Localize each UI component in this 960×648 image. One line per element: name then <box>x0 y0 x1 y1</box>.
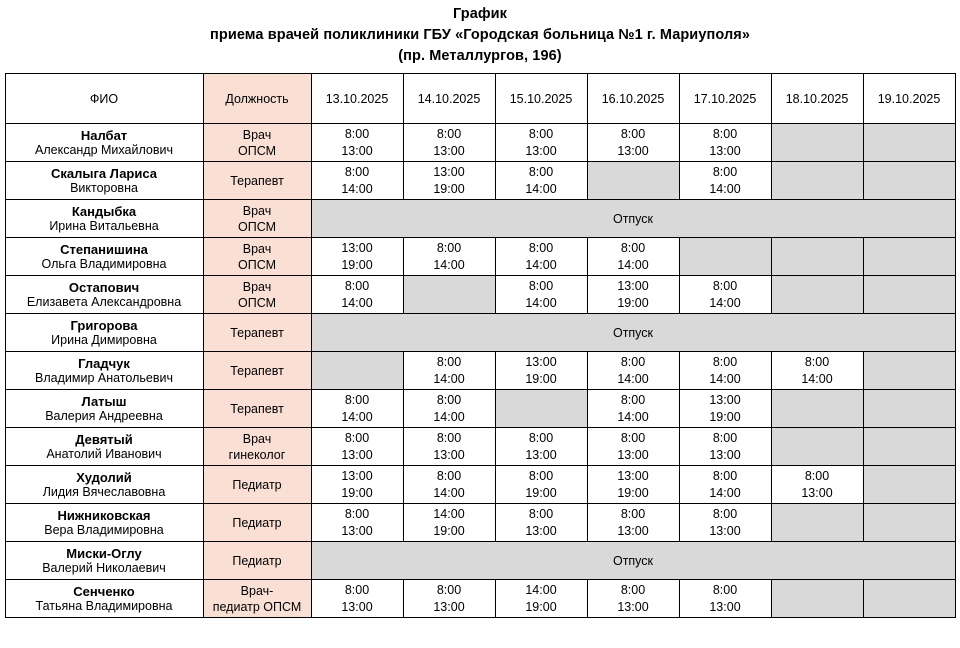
shift-cell <box>311 580 403 618</box>
table-row <box>5 314 955 352</box>
shift-cell-empty <box>863 580 955 618</box>
shift-start-time: 8:00 <box>620 430 646 445</box>
shift-cell <box>311 276 403 314</box>
doctor-given-name: Ольга Владимировна <box>41 256 167 271</box>
shift-start-time: 8:00 <box>620 582 646 597</box>
shift-cell <box>679 162 771 200</box>
shift-cell <box>679 390 771 428</box>
doctor-given-name: Ирина Димировна <box>51 332 157 347</box>
doctor-given-name: Валерий Николаевич <box>42 560 166 575</box>
shift-start-time: 13:00 <box>341 240 373 255</box>
shift-start-time: 8:00 <box>712 126 738 141</box>
shift-start-time: 14:00 <box>525 582 557 597</box>
column-header-day-4: 16.10.2025 <box>587 74 679 124</box>
shift-cell <box>587 238 679 276</box>
shift-end-time: 14:00 <box>617 409 649 424</box>
shift-end-time: 19:00 <box>341 485 373 500</box>
doctor-name-cell <box>5 428 203 466</box>
shift-cell-empty <box>863 352 955 390</box>
shift-start-time: 8:00 <box>528 468 554 483</box>
table-row <box>5 162 955 200</box>
table-row <box>5 580 955 618</box>
position-line-2: ОПСМ <box>237 295 276 310</box>
position-line-1: Терапевт <box>230 401 284 416</box>
shift-cell <box>403 466 495 504</box>
shift-start-time: 8:00 <box>528 278 554 293</box>
shift-start-time: 13:00 <box>433 164 465 179</box>
shift-start-time: 8:00 <box>712 278 738 293</box>
shift-cell-empty <box>311 352 403 390</box>
shift-start-time: 8:00 <box>712 430 738 445</box>
shift-cell <box>587 352 679 390</box>
doctor-name-cell <box>5 314 203 352</box>
shift-start-time: 8:00 <box>436 126 462 141</box>
shift-cell <box>495 238 587 276</box>
doctor-name-cell <box>5 124 203 162</box>
shift-cell <box>587 276 679 314</box>
shift-cell <box>495 580 587 618</box>
shift-cell-empty <box>495 390 587 428</box>
doctor-name-cell <box>5 238 203 276</box>
doctor-given-name: Валерия Андреевна <box>45 408 163 423</box>
shift-end-time: 19:00 <box>525 599 557 614</box>
table-row <box>5 466 955 504</box>
shift-cell-empty <box>771 504 863 542</box>
shift-cell <box>587 428 679 466</box>
shift-end-time: 14:00 <box>341 181 373 196</box>
vacation-cell: Отпуск <box>311 200 955 238</box>
doctor-surname: Налбат <box>80 127 128 143</box>
doctor-surname: Худолий <box>76 469 132 485</box>
shift-end-time: 13:00 <box>617 143 649 158</box>
doctor-position-cell <box>203 276 311 314</box>
shift-cell <box>587 504 679 542</box>
shift-cell-empty <box>771 124 863 162</box>
shift-cell <box>311 238 403 276</box>
doctor-given-name: Викторовна <box>70 180 138 195</box>
doctor-name-cell <box>5 352 203 390</box>
position-line-1: Врач <box>242 279 272 294</box>
doctor-position-cell <box>203 238 311 276</box>
shift-start-time: 8:00 <box>712 164 738 179</box>
shift-cell <box>771 352 863 390</box>
doctor-given-name: Лидия Вячеславовна <box>42 484 166 499</box>
doctor-surname: Григорова <box>70 317 138 333</box>
doctor-position-cell <box>203 504 311 542</box>
shift-start-time: 8:00 <box>528 430 554 445</box>
doctor-given-name: Анатолий Иванович <box>46 446 162 461</box>
shift-cell <box>403 162 495 200</box>
doctor-name-cell <box>5 466 203 504</box>
shift-start-time: 8:00 <box>620 506 646 521</box>
shift-start-time: 8:00 <box>344 126 370 141</box>
shift-cell <box>311 504 403 542</box>
doctor-given-name: Елизавета Александровна <box>26 294 182 309</box>
shift-cell <box>403 352 495 390</box>
doctor-position-cell <box>203 580 311 618</box>
shift-cell <box>679 124 771 162</box>
shift-start-time: 13:00 <box>617 468 649 483</box>
shift-end-time: 14:00 <box>801 371 833 386</box>
shift-end-time: 14:00 <box>341 409 373 424</box>
doctor-surname: Степанишина <box>60 241 148 257</box>
doctor-surname: Девятый <box>75 431 133 447</box>
document-title <box>0 0 960 67</box>
shift-start-time: 8:00 <box>528 240 554 255</box>
shift-end-time: 13:00 <box>709 599 741 614</box>
shift-cell <box>771 466 863 504</box>
position-line-1: Врач <box>242 241 272 256</box>
table-row <box>5 124 955 162</box>
shift-cell <box>403 390 495 428</box>
table-row <box>5 276 955 314</box>
shift-start-time: 8:00 <box>528 126 554 141</box>
shift-end-time: 14:00 <box>617 371 649 386</box>
shift-cell-empty <box>863 124 955 162</box>
shift-cell-empty <box>587 162 679 200</box>
shift-start-time: 13:00 <box>617 278 649 293</box>
shift-cell <box>679 504 771 542</box>
shift-cell <box>679 352 771 390</box>
doctor-position-cell <box>203 162 311 200</box>
shift-cell <box>495 352 587 390</box>
shift-start-time: 8:00 <box>804 354 830 369</box>
shift-cell <box>311 162 403 200</box>
shift-end-time: 14:00 <box>341 295 373 310</box>
doctor-position-cell <box>203 390 311 428</box>
doctor-given-name: Ирина Витальевна <box>49 218 159 233</box>
table-row <box>5 504 955 542</box>
shift-start-time: 8:00 <box>344 278 370 293</box>
shift-cell <box>587 390 679 428</box>
shift-cell <box>311 390 403 428</box>
position-line-1: Педиатр <box>232 515 282 530</box>
shift-cell <box>403 238 495 276</box>
shift-start-time: 8:00 <box>436 354 462 369</box>
doctor-given-name: Татьяна Владимировна <box>35 598 173 613</box>
shift-cell <box>495 276 587 314</box>
vacation-cell: Отпуск <box>311 542 955 580</box>
position-line-1: Врач- <box>240 583 274 598</box>
doctor-surname: Кандыбка <box>71 203 137 219</box>
shift-cell <box>495 428 587 466</box>
shift-cell-empty <box>863 428 955 466</box>
shift-start-time: 8:00 <box>436 392 462 407</box>
shift-start-time: 8:00 <box>436 582 462 597</box>
shift-end-time: 13:00 <box>617 523 649 538</box>
doctor-position-cell <box>203 200 311 238</box>
column-header-day-1: 13.10.2025 <box>311 74 403 124</box>
doctor-surname: Скалыга Лариса <box>51 165 157 181</box>
column-header-day-7: 19.10.2025 <box>863 74 955 124</box>
position-line-1: Терапевт <box>230 173 284 188</box>
shift-cell-empty <box>771 276 863 314</box>
shift-cell-empty <box>771 428 863 466</box>
column-header-day-3: 15.10.2025 <box>495 74 587 124</box>
shift-start-time: 8:00 <box>804 468 830 483</box>
shift-end-time: 13:00 <box>525 143 557 158</box>
position-line-1: Педиатр <box>232 477 282 492</box>
shift-start-time: 8:00 <box>528 506 554 521</box>
doctor-position-cell <box>203 466 311 504</box>
shift-end-time: 14:00 <box>433 409 465 424</box>
shift-end-time: 13:00 <box>709 447 741 462</box>
shift-cell <box>311 428 403 466</box>
doctor-name-cell <box>5 580 203 618</box>
position-line-1: Врач <box>242 203 272 218</box>
shift-start-time: 8:00 <box>620 392 646 407</box>
shift-end-time: 19:00 <box>433 181 465 196</box>
shift-end-time: 14:00 <box>525 181 557 196</box>
doctor-surname: Латыш <box>81 393 127 409</box>
shift-cell-empty <box>771 162 863 200</box>
shift-end-time: 19:00 <box>617 295 649 310</box>
vacation-cell: Отпуск <box>311 314 955 352</box>
table-row <box>5 238 955 276</box>
shift-start-time: 8:00 <box>344 430 370 445</box>
title-line-3: (пр. Металлургов, 196) <box>398 48 562 64</box>
doctor-name-cell <box>5 390 203 428</box>
shift-start-time: 8:00 <box>344 164 370 179</box>
shift-cell <box>495 162 587 200</box>
shift-start-time: 8:00 <box>620 354 646 369</box>
shift-end-time: 14:00 <box>709 181 741 196</box>
shift-end-time: 14:00 <box>433 257 465 272</box>
shift-start-time: 14:00 <box>433 506 465 521</box>
shift-cell <box>679 428 771 466</box>
column-header-day-2: 14.10.2025 <box>403 74 495 124</box>
shift-start-time: 8:00 <box>344 506 370 521</box>
doctor-position-cell <box>203 352 311 390</box>
shift-start-time: 8:00 <box>344 392 370 407</box>
shift-cell <box>587 466 679 504</box>
shift-cell-empty <box>863 276 955 314</box>
position-line-2: ОПСМ <box>237 257 276 272</box>
shift-end-time: 19:00 <box>709 409 741 424</box>
shift-end-time: 14:00 <box>709 371 741 386</box>
shift-cell <box>495 504 587 542</box>
shift-end-time: 19:00 <box>433 523 465 538</box>
position-line-1: Педиатр <box>232 553 282 568</box>
shift-start-time: 13:00 <box>341 468 373 483</box>
shift-end-time: 13:00 <box>801 485 833 500</box>
shift-cell <box>679 580 771 618</box>
shift-end-time: 13:00 <box>709 523 741 538</box>
shift-end-time: 19:00 <box>617 485 649 500</box>
shift-cell <box>403 504 495 542</box>
shift-end-time: 19:00 <box>525 371 557 386</box>
shift-cell-empty <box>771 238 863 276</box>
doctor-position-cell <box>203 542 311 580</box>
column-header-day-5: 17.10.2025 <box>679 74 771 124</box>
shift-start-time: 8:00 <box>712 468 738 483</box>
table-body <box>5 124 955 618</box>
table-header <box>5 74 955 124</box>
doctor-name-cell <box>5 542 203 580</box>
position-line-2: ОПСМ <box>237 219 276 234</box>
shift-cell <box>679 466 771 504</box>
shift-cell-empty <box>863 504 955 542</box>
shift-end-time: 14:00 <box>433 371 465 386</box>
position-line-2: педиатр ОПСМ <box>212 599 302 614</box>
doctor-surname: Сенченко <box>73 583 135 599</box>
column-header-fio: ФИО <box>5 74 203 124</box>
doctor-given-name: Вера Владимировна <box>44 522 164 537</box>
doctor-surname: Гладчук <box>78 355 130 371</box>
doctor-name-cell <box>5 162 203 200</box>
shift-start-time: 8:00 <box>344 582 370 597</box>
shift-end-time: 13:00 <box>433 143 465 158</box>
shift-cell-empty <box>403 276 495 314</box>
shift-end-time: 13:00 <box>617 599 649 614</box>
table-row <box>5 200 955 238</box>
shift-start-time: 8:00 <box>712 354 738 369</box>
shift-start-time: 8:00 <box>528 164 554 179</box>
shift-start-time: 8:00 <box>620 126 646 141</box>
shift-end-time: 13:00 <box>617 447 649 462</box>
shift-end-time: 13:00 <box>341 523 373 538</box>
shift-cell <box>403 580 495 618</box>
shift-end-time: 13:00 <box>525 523 557 538</box>
shift-cell <box>403 428 495 466</box>
shift-cell <box>403 124 495 162</box>
shift-end-time: 13:00 <box>341 599 373 614</box>
shift-end-time: 13:00 <box>341 143 373 158</box>
shift-cell-empty <box>771 390 863 428</box>
shift-cell-empty <box>679 238 771 276</box>
shift-cell-empty <box>863 466 955 504</box>
shift-end-time: 14:00 <box>525 295 557 310</box>
shift-end-time: 14:00 <box>617 257 649 272</box>
schedule-table <box>5 73 956 618</box>
shift-cell-empty <box>771 580 863 618</box>
doctor-name-cell <box>5 276 203 314</box>
doctor-name-cell <box>5 200 203 238</box>
shift-cell <box>311 466 403 504</box>
doctor-position-cell <box>203 124 311 162</box>
shift-cell <box>587 580 679 618</box>
position-line-1: Терапевт <box>230 363 284 378</box>
position-line-2: ОПСМ <box>237 143 276 158</box>
shift-start-time: 13:00 <box>525 354 557 369</box>
doctor-given-name: Владимир Анатольевич <box>35 370 173 385</box>
table-row <box>5 542 955 580</box>
title-line-1: График <box>452 6 508 22</box>
shift-cell-empty <box>863 390 955 428</box>
shift-end-time: 14:00 <box>709 295 741 310</box>
shift-cell <box>495 124 587 162</box>
table-row <box>5 428 955 466</box>
doctor-position-cell <box>203 314 311 352</box>
doctor-name-cell <box>5 504 203 542</box>
shift-end-time: 14:00 <box>709 485 741 500</box>
shift-cell <box>495 466 587 504</box>
shift-end-time: 19:00 <box>525 485 557 500</box>
shift-end-time: 13:00 <box>341 447 373 462</box>
position-line-1: Врач <box>242 431 272 446</box>
shift-end-time: 13:00 <box>433 447 465 462</box>
doctor-surname: Нижниковская <box>57 507 151 523</box>
shift-end-time: 19:00 <box>341 257 373 272</box>
shift-start-time: 8:00 <box>436 468 462 483</box>
shift-start-time: 8:00 <box>436 240 462 255</box>
shift-cell <box>311 124 403 162</box>
shift-start-time: 8:00 <box>620 240 646 255</box>
position-line-2: гинеколог <box>228 447 286 462</box>
shift-cell-empty <box>863 162 955 200</box>
doctor-given-name: Александр Михайлович <box>35 142 173 157</box>
table-row <box>5 352 955 390</box>
shift-start-time: 8:00 <box>712 582 738 597</box>
shift-end-time: 14:00 <box>525 257 557 272</box>
position-line-1: Терапевт <box>230 325 284 340</box>
title-line-2: приема врачей поликлиники ГБУ «Городская больница №1 г. Мариуполя» <box>210 27 750 43</box>
doctor-surname: Остапович <box>68 279 140 295</box>
shift-cell <box>679 276 771 314</box>
column-header-position: Должность <box>203 74 311 124</box>
shift-cell <box>587 124 679 162</box>
doctor-position-cell <box>203 428 311 466</box>
doctor-surname: Миски-Оглу <box>66 545 142 561</box>
column-header-day-6: 18.10.2025 <box>771 74 863 124</box>
shift-start-time: 13:00 <box>709 392 741 407</box>
shift-end-time: 13:00 <box>525 447 557 462</box>
shift-end-time: 14:00 <box>433 485 465 500</box>
shift-cell-empty <box>863 238 955 276</box>
shift-end-time: 13:00 <box>433 599 465 614</box>
shift-start-time: 8:00 <box>712 506 738 521</box>
position-line-1: Врач <box>242 127 272 142</box>
shift-start-time: 8:00 <box>436 430 462 445</box>
shift-end-time: 13:00 <box>709 143 741 158</box>
table-row <box>5 390 955 428</box>
